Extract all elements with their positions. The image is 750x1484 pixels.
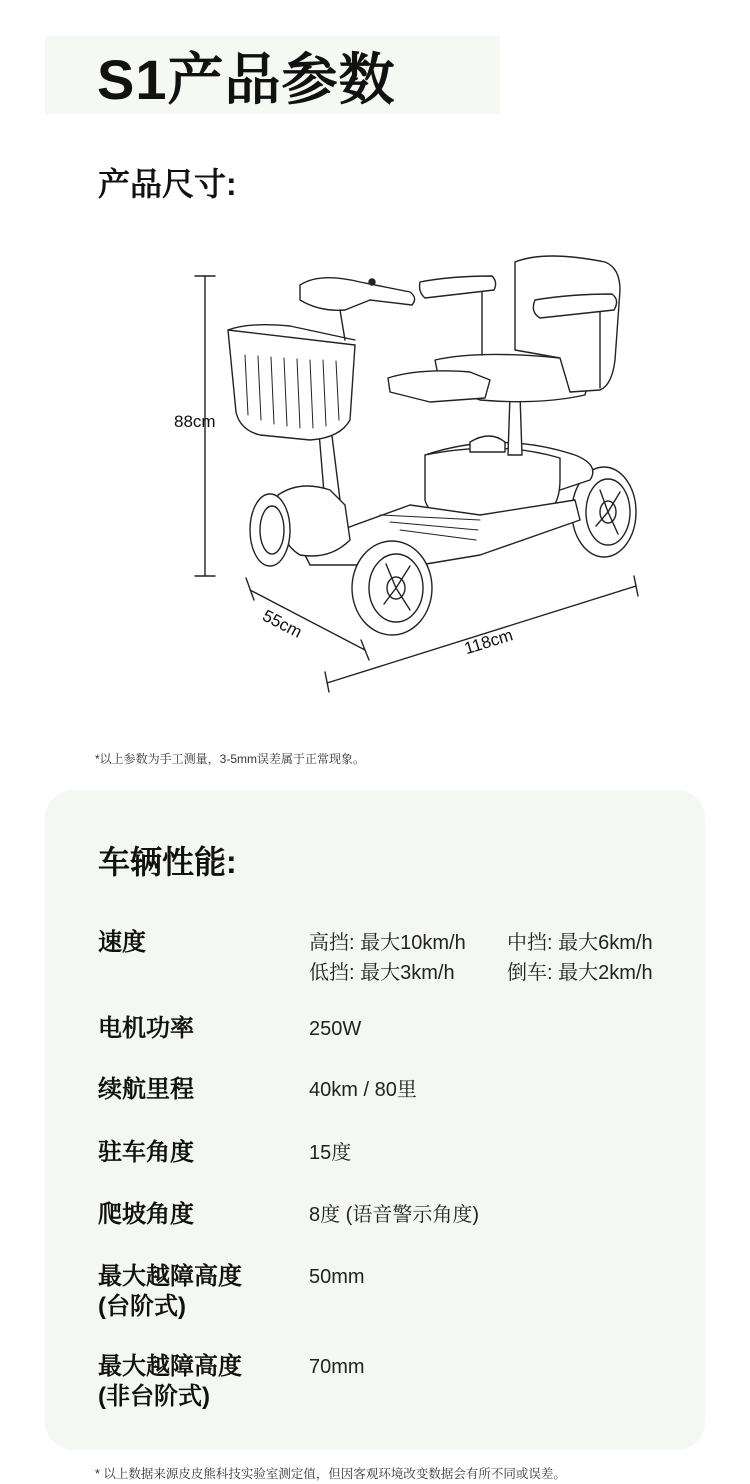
measurement-note: *以上参数为手工测量，3-5mm误差属于正常现象。 [95,752,366,766]
spec-label: 电机功率 [98,1015,194,1042]
speed-reverse: 倒车: 最大2km/h [507,962,653,984]
spec-value: 70mm [309,1356,365,1378]
seat-post [508,395,522,455]
performance-heading: 车辆性能: [98,844,237,880]
speed-label: 速度 [98,929,146,956]
spec-label: 最大越障高度 [98,1263,242,1290]
speed-high: 高挡: 最大10km/h [309,932,466,954]
front-wheel-right [352,541,432,635]
spec-label: 驻车角度 [98,1139,194,1166]
armrest-left [420,276,496,355]
spec-label-sub: (非台阶式) [98,1383,210,1410]
scooter-illustration [0,0,750,720]
dimensions-heading: 产品尺寸: [98,166,237,202]
page-title: S1产品参数 [97,48,396,111]
spec-label: 最大越障高度 [98,1353,242,1380]
spec-value: 250W [309,1018,362,1040]
front-wheel-left [250,494,290,566]
speed-mid: 中挡: 最大6km/h [507,932,653,954]
speed-low: 低挡: 最大3km/h [309,962,455,984]
spec-label-sub: (台阶式) [98,1293,186,1320]
performance-card [45,790,705,1450]
basket [228,325,355,440]
height-label: 88cm [174,412,216,431]
handlebar [300,278,415,340]
spec-value: 50mm [309,1266,365,1288]
spec-label: 爬坡角度 [98,1201,194,1228]
width-label: 55cm [259,606,306,642]
footrest [388,371,490,402]
spec-label: 续航里程 [98,1076,194,1103]
spec-value: 40km / 80里 [309,1079,417,1101]
data-source-footnote: * 以上数据来源皮皮熊科技实验室测定值，但因客观环境改变数据会有所不同或误差。 [95,1467,566,1481]
spec-value: 15度 [309,1142,352,1164]
spec-value: 8度 (语音警示角度) [309,1204,479,1226]
length-label: 118cm [462,625,516,659]
